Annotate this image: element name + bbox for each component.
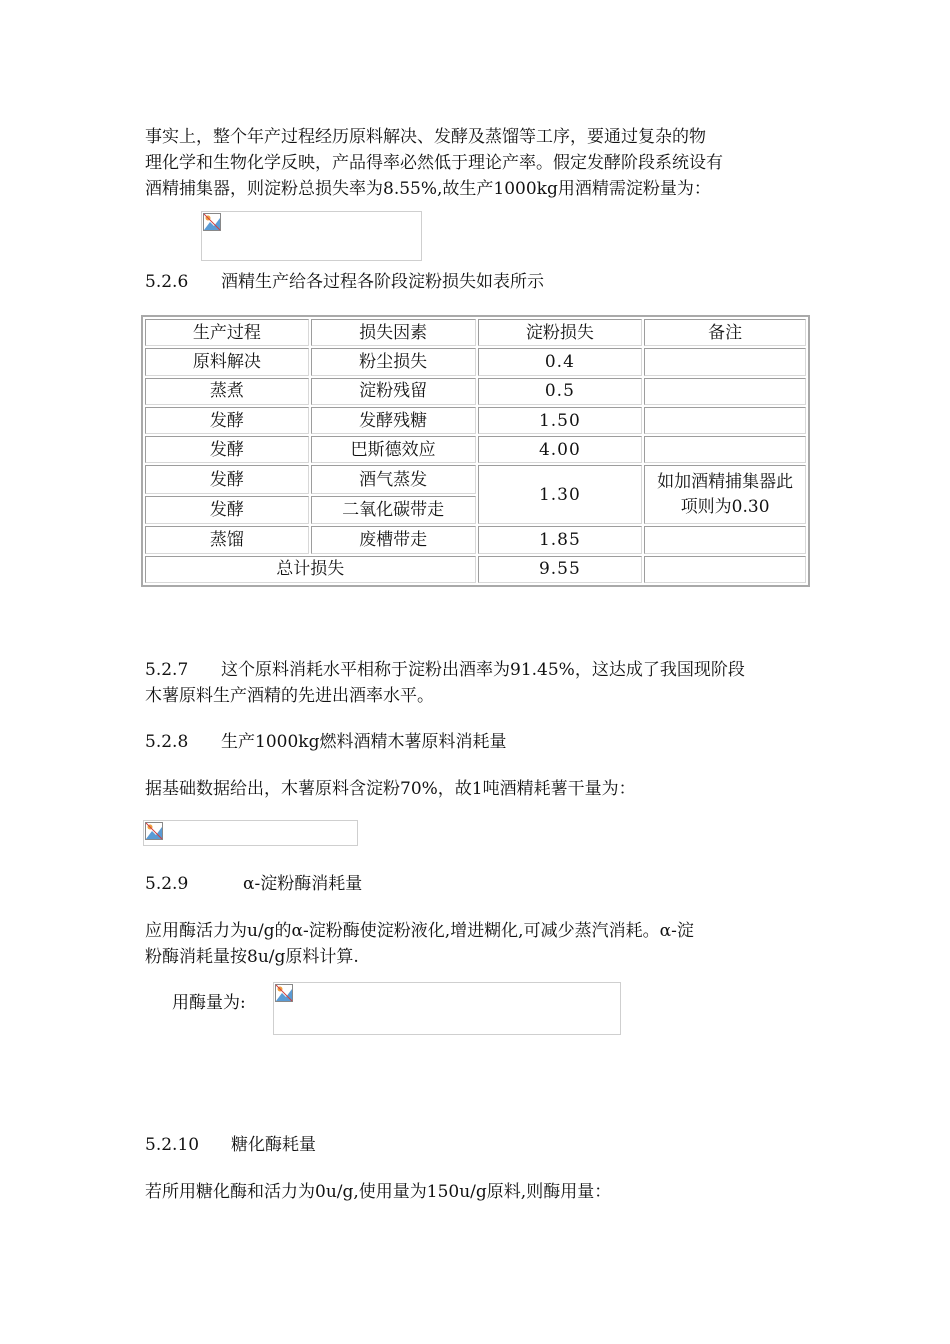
note-line-2: 项则为0.30 <box>680 496 770 517</box>
header-process: 生产过程 <box>145 319 309 346</box>
intro-line-1: 事实上，整个年产过程经历原料解决、发酵及蒸馏等工序，要通过复杂的物 <box>145 127 706 147</box>
cell-loss: 1.50 <box>478 407 643 434</box>
table-header-row <box>145 319 806 346</box>
cell-process: 发酵 <box>145 465 309 493</box>
section-5-2-9-title: α-淀粉酶消耗量 <box>243 874 363 894</box>
starch-loss-table <box>141 315 810 587</box>
cell-factor: 发酵残糖 <box>311 407 476 434</box>
cell-note <box>644 407 806 434</box>
broken-image-icon <box>145 822 163 840</box>
cell-factor: 淀粉残留 <box>311 378 476 405</box>
cell-process: 原料解决 <box>145 348 309 375</box>
table-row <box>145 378 806 405</box>
table-row <box>145 436 806 463</box>
broken-image-icon <box>203 213 221 231</box>
section-5-2-10-body: 若所用糖化酶和活力为0u/g,使用量为150u/g原料,则酶用量： <box>145 1182 612 1202</box>
cell-process: 发酵 <box>145 407 309 434</box>
formula-image-3 <box>273 982 621 1035</box>
cell-process: 发酵 <box>145 436 309 463</box>
section-5-2-9-number: 5.2.9 <box>145 874 189 894</box>
cell-note <box>644 436 806 463</box>
cell-loss-merged: 1.30 <box>478 465 643 524</box>
table-row <box>145 348 806 375</box>
cell-loss: 4.00 <box>478 436 643 463</box>
section-5-2-10-title: 糖化酶耗量 <box>231 1135 316 1155</box>
total-label: 总计损失 <box>145 556 476 583</box>
cell-note <box>644 526 806 553</box>
formula-image-2 <box>143 820 358 846</box>
formula-image-1 <box>201 211 422 261</box>
total-value: 9.55 <box>478 556 643 583</box>
cell-note <box>644 556 806 583</box>
cell-note <box>644 378 806 405</box>
cell-factor: 废槽带走 <box>311 526 476 553</box>
broken-image-icon <box>275 984 293 1002</box>
cell-process: 蒸馏 <box>145 526 309 553</box>
section-5-2-9-line-1: 应用酶活力为u/g的α-淀粉酶使淀粉液化,增进糊化,可减少蒸汽消耗。α-淀 <box>145 921 694 941</box>
section-5-2-8-title: 生产1000kg燃料酒精木薯原料消耗量 <box>221 732 507 752</box>
section-5-2-8-body: 据基础数据给出，木薯原料含淀粉70%，故1吨酒精耗薯干量为： <box>145 779 636 799</box>
table-row <box>145 465 806 493</box>
section-5-2-6-title: 酒精生产给各过程各阶段淀粉损失如表所示 <box>221 272 544 292</box>
table-row <box>145 407 806 434</box>
table-row <box>145 526 806 553</box>
cell-loss: 0.5 <box>478 378 643 405</box>
section-5-2-8-number: 5.2.8 <box>145 732 189 752</box>
section-5-2-10-number: 5.2.10 <box>145 1135 200 1155</box>
section-5-2-6-number: 5.2.6 <box>145 272 189 292</box>
table-total-row <box>145 556 806 583</box>
cell-factor: 巴斯德效应 <box>311 436 476 463</box>
section-5-2-9-line-2: 粉酶消耗量按8u/g原料计算. <box>145 947 359 967</box>
section-5-2-7-line-2: 木薯原料生产酒精的先进出酒率水平。 <box>145 686 434 706</box>
cell-note <box>644 348 806 375</box>
intro-line-2: 理化学和生物化学反映，产品得率必然低于理论产率。假定发酵阶段系统设有 <box>145 153 723 173</box>
cell-loss: 0.4 <box>478 348 643 375</box>
header-factor: 损失因素 <box>311 319 476 346</box>
section-5-2-7-number: 5.2.7 <box>145 660 189 680</box>
header-loss: 淀粉损失 <box>478 319 643 346</box>
cell-process: 发酵 <box>145 496 309 524</box>
header-note: 备注 <box>644 319 806 346</box>
cell-loss: 1.85 <box>478 526 643 553</box>
cell-factor: 粉尘损失 <box>311 348 476 375</box>
cell-factor: 酒气蒸发 <box>311 465 476 493</box>
note-line-1: 如加酒精捕集器此 <box>657 471 794 492</box>
section-5-2-7-line-1: 这个原料消耗水平相称于淀粉出酒率为91.45%，这达成了我国现阶段 <box>221 660 745 680</box>
intro-line-3: 酒精捕集器，则淀粉总损失率为8.55%,故生产1000kg用酒精需淀粉量为： <box>145 179 711 199</box>
enzyme-amount-label: 用酶量为: <box>172 993 246 1013</box>
cell-process: 蒸煮 <box>145 378 309 405</box>
cell-factor: 二氧化碳带走 <box>311 496 476 524</box>
cell-note-merged <box>644 465 806 524</box>
